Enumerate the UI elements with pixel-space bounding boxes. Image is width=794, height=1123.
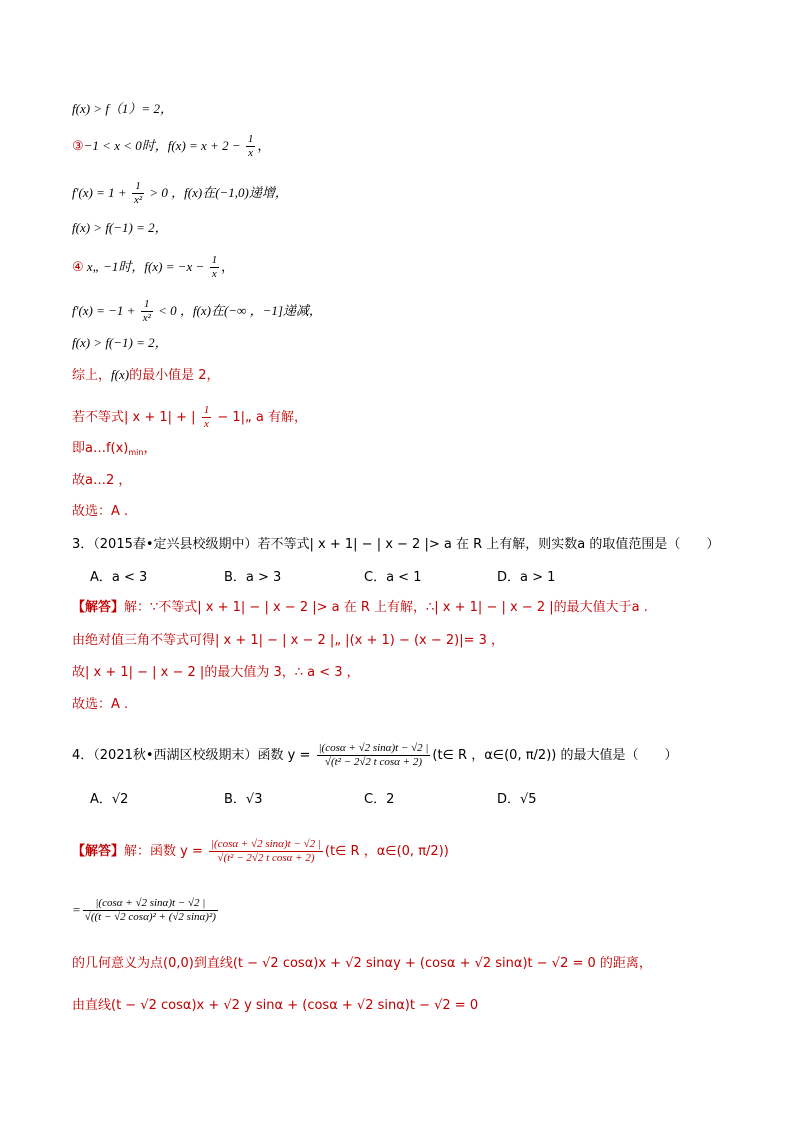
q3-answer-4: 故选：A . <box>72 697 129 712</box>
line-8: 综上，f(x)的最小值是 2， <box>72 367 220 383</box>
line-1: f(x) > f（1）= 2， <box>72 101 173 116</box>
q4-option-d: D．√5 <box>497 792 537 807</box>
q4-answer-2: = $\frac{|(\cos\alpha + √2 \sin\alpha)t - √2 |}{\text{√((t − √2 cosα)² + (√2 sinα)²)}}$ <box>72 897 216 923</box>
q3-answer-3: 故| x + 1| − | x − 2 |的最大值为 3，∴ a < 3 ， <box>72 665 360 680</box>
line-5: ④ x„ −1时，f(x) = −x − $\frac{1}{x}$ ， <box>72 254 235 280</box>
q3-option-b: B．a > 3 <box>224 570 282 585</box>
line-12: 故选：A . <box>72 504 129 519</box>
q4-answer-4: 由直线(t − √2 cosα)x + √2 y sinα + (cosα + √2 sinα)t − √2 = 0 <box>72 998 479 1013</box>
q4-option-b: B．√3 <box>224 792 263 807</box>
q4-answer-1: 【解答】解：函数 y = $\frac{|(\cos\alpha + √2 \sin\alpha)t - √2 |}{\text{√(t² − 2√2 t cosα + 2)}}$ (t∈ R ，α∈(0, π/2)) <box>72 838 449 864</box>
case-label-4: ④ <box>72 260 84 275</box>
case-label-3: ③ <box>72 139 84 154</box>
line-4: f(x) > f(−1) = 2， <box>72 220 168 235</box>
q3-option-d: D．a > 1 <box>497 570 556 585</box>
line-10: 即$a\dots f(x)_{min}$， <box>72 441 157 457</box>
q4-option-a: A．√2 <box>90 792 129 807</box>
line-3: f′(x) = 1 + $\frac{1}{\text{x²}}$ > 0 ，f(x)在(−1,0)递增， <box>72 180 288 206</box>
q3-answer-2: 由绝对值三角不等式可得| x + 1| − | x − 2 |„ |(x + 1) − (x − 2)|= 3 ， <box>72 633 505 648</box>
line-9: 若不等式| x + 1| + | $\frac{1}{x}$ − 1|„ a 有解， <box>72 404 307 430</box>
q4-answer-3: 的几何意义为点(0,0)到直线(t − √2 cosα)x + √2 sinαy + (cosα + √2 sinα)t − √2 = 0 的距离， <box>72 956 652 971</box>
line-6: f′(x) = −1 + $\frac{1}{\text{x²}}$ < 0 ，f(x)在(−∞ ，−1]递减， <box>72 298 322 324</box>
line-11: 故a…2 ， <box>72 473 132 488</box>
q4-option-c: C．2 <box>364 792 395 807</box>
q3-stem: 3．（2015春•定兴县校级期中）若不等式| x + 1| − | x − 2 |> a 在 R 上有解，则实数a 的取值范围是（ ） <box>72 537 720 552</box>
q3-option-c: C．a < 1 <box>364 570 422 585</box>
line-2: ③−1 < x < 0时，f(x) = x + 2 − $\frac{1}{x}$ ， <box>72 133 271 159</box>
line-7: f(x) > f(−1) = 2， <box>72 335 168 350</box>
q3-answer-1: 【解答】解：∵不等式| x + 1| − | x − 2 |> a 在 R 上有解，∴| x + 1| − | x − 2 |的最大值大于a . <box>72 600 648 615</box>
q4-stem: 4．（2021秋•西湖区校级期末）函数 y = $\frac{|(\cos\alpha + √2 \sin\alpha)t - √2 |}{\text{√(t² − 2√2 t cosα + 2)}}$ (t∈ R ，α∈(0, π/2)) 的最大值是（ ） <box>72 742 678 768</box>
q3-option-a: A．a < 3 <box>90 570 148 585</box>
